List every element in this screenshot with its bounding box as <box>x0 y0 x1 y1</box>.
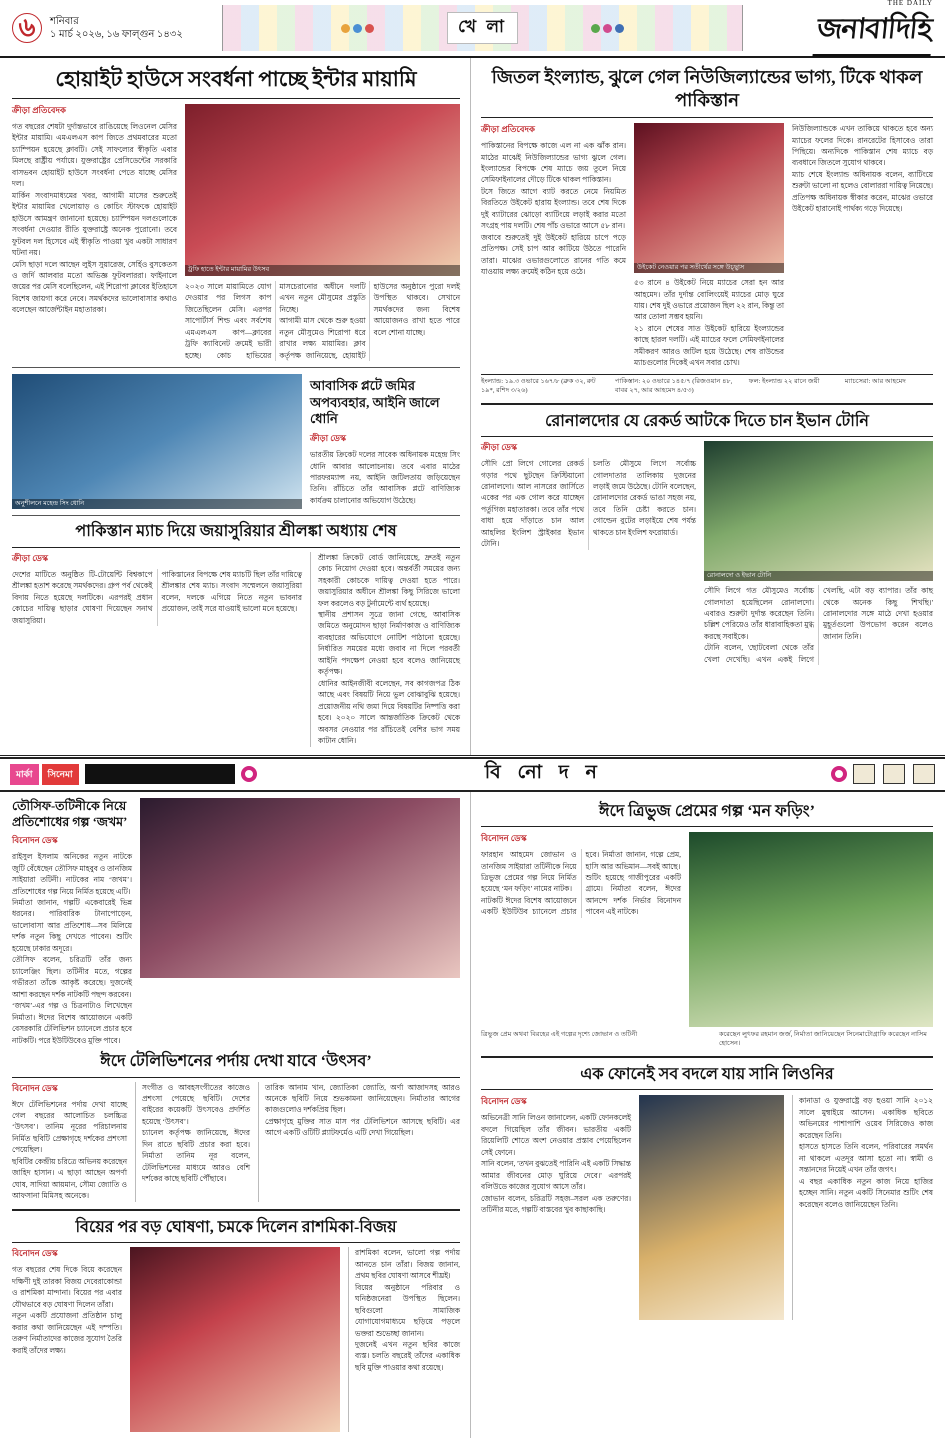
article-headline-jayasuriya: পাকিস্তান ম্যাচ দিয়ে জয়াসুরিয়ার শ্রীলঙ্কা অধ্যায় শেষ <box>75 523 397 541</box>
paragraph: মেসি ছাড়া দলে আছেন লুইস সুয়ারেজ, সের্হিও বুসকেতস ও জর্দি আলবার মতো অভিজ্ঞ ফুটবলাররা। ফাইনালে জয়ের পর মেসি বলেছিলেন, এই শিরোপা ক্লাবের ইতিহাসে বিশেষ জায়গা করে নেবে। সমর্থকদের ভালোবাসার কথাও বলেছেন আর্জেন্টাইন মহাতারকা। <box>12 259 177 315</box>
paragraph: রাশমিকা বলেন, ভালো গল্প পর্দায় আনতে চান তাঁরা। বিজয় জানান, প্রথম ছবির ঘোষণা আসবে শীঘ্রই। <box>355 1248 460 1281</box>
article-headline-jokhom: তৌসিফ-তটিনীকে নিয়ে প্রতিশোধের গল্প ‘জখম’ <box>12 798 128 829</box>
photo-caption: অনুশীলনে মহেন্দ্র সিং ধোনি <box>12 499 302 509</box>
scorecard-line: ম্যাচসেরা: আর আহমেদ <box>844 377 906 385</box>
paragraph: চ্যানেল কর্তৃপক্ষ জানিয়েছে, ঈদের দিন রাতে ছবিটি প্রচার করা হবে। নির্মাতা তানিম নূর বলেন, টেলিভিশনের মাধ্যমে আরও বেশি দর্শকের কাছে ছবিটি পৌঁছাবে। <box>142 1128 250 1184</box>
paragraph: দেশের মাটিতে অনুষ্ঠিত টি-টোয়েন্টি বিশ্বকাপে শ্রীলঙ্কা হতাশ করেছে সমর্থকদের। গ্রুপ পর্ব থেকেই বিদায় নিতে হয়েছে দলটিকে। এরপরই প্রধান কোচের দায়িত্ব ছাড়ার ঘোষণা দিয়েছেন সনাথ জয়াসুরিয়া। <box>12 569 153 625</box>
article-headline-ronaldo: রোনালদোর যে রেকর্ড আটকে দিতে চান ইভান টোনি <box>545 412 869 430</box>
newspaper-logo <box>743 0 933 57</box>
byline-utsob: বিনোদন ডেস্ক <box>12 1082 58 1093</box>
section-label: খে লা <box>447 12 518 44</box>
paragraph: সানি বলেন, 'তখন বুঝতেই পারিনি এই একটি সিদ্ধান্ত আমার জীবনের মোড় ঘুরিয়ে দেবে।' এরপরই বলিউডে কাজের সুযোগ আসে তাঁর। <box>481 1159 631 1192</box>
paragraph: জোভান বলেন, চরিত্রটি সহজ–সরল এক তরুণের। তটিনীর মতে, গল্পটি বাস্তবের খুব কাছাকাছি। <box>481 1193 631 1215</box>
page-number: ৬ <box>12 13 42 43</box>
banner-icons-right <box>853 764 935 784</box>
paragraph: পাকিস্তানের বিপক্ষে শেষ ম্যাচটি ছিল তাঁর দায়িত্বে শ্রীলঙ্কার শেষ ম্যাচ। সংবাদ সম্মেলনে জয়াসুরিয়া বলেন, দলকে এগিয়ে নিতে নতুন ভাবনার প্রয়োজন, তাই সরে যাওয়াই ভালো মনে হয়েছে। <box>161 569 302 614</box>
masthead-date: ১ মার্চ ২০২৬, ১৬ ফাল্গুন ১৪৩২ <box>50 29 183 40</box>
logo-name: জনাবাদিহি <box>812 7 935 57</box>
paragraph: নাটকটি ঈদের বিশেষ আয়োজনে একটি ইউটিউব চ্যানেলে প্রচার হবে। নির্মাতা জানান, গল্পে প্রেম, হাসি আর অভিমান—সবই আছে। <box>481 850 681 917</box>
photo-caption: ত্রিভুজ প্রেম অথবা বিরহের এই গল্পের দৃশ্যে জোভান ও তটিনী <box>481 1031 638 1039</box>
paragraph: নির্মাতা জানান, গল্পটি একেবারেই ভিন্ন ধরনের। পারিবারিক টানাপোড়েন, ভালোবাসা আর প্রতিশোধ—সব মিলিয়ে দর্শক নতুন কিছু দেখতে পাবেন। শুটিং হয়েছে ঢাকার অদূরে। <box>12 897 132 953</box>
sports-right-column <box>470 58 945 755</box>
photo-mon-foring <box>689 832 933 1027</box>
article-headline-inter-miami: হোয়াইট হাউসে সংবর্ধনা পাচ্ছে ইন্টার মায়ামি <box>55 67 417 91</box>
paragraph: ধোনির আইনজীবী বলেছেন, সব কাগজপত্র ঠিক আছে এবং বিষয়টি নিয়ে ভুল বোঝাবুঝি হয়েছে। প্রয়োজনীয় নথি জমা দিয়ে বিষয়টির নিষ্পত্তি করা হবে। ২০২০ সালে আন্তর্জাতিক ক্রিকেট থেকে অবসর নেওয়ার পর রাঁচিতেই বেশির ভাগ সময় কাটান ধোনি। <box>318 678 460 746</box>
scorecard-line: ইংল্যান্ড: ১৯.৩ ওভারে ১৬৭/৮ (ব্রুক ৩২, রুট ১৯*, রশিদ ৩/২৬) <box>481 377 596 394</box>
paragraph: গত বছরের শেষ দিকে বিয়ে করেছেন দক্ষিণী দুই তারকা বিজয় দেবেরাকোন্ডা ও রাশমিকা মান্দানা। বিয়ের পর এবার যৌথভাবে বড় ঘোষণা দিলেন তাঁরা। <box>12 1265 122 1309</box>
paragraph: ফারহান আহমেদ জোভান ও তানজিম সাইয়ারা তটিনীকে নিয়ে ত্রিভুজ প্রেমের গল্প নিয়ে নির্মিত হয়েছে ‘মন ফড়িং’ নামের নাটক। <box>481 850 577 894</box>
paragraph: আগামী মাস থেকে শুরু হওয়া নতুন মৌসুমেও শিরোপা ধরে রাখার লক্ষ্য মায়ামির। ক্লাব কর্তৃপক্ষ জানিয়েছে, হোয়াইট হাউসের অনুষ্ঠানে পুরো দলই উপস্থিত থাকবে। সেখানে সমর্থকদের জন্য বিশেষ আয়োজনও রাখা হতে পারে বলে শোনা যাচ্ছে। <box>279 281 460 360</box>
paragraph: টোনি বলেন, 'ছোটবেলা থেকে তাঁর খেলা দেখেছি। এখন একই লিগে খেলছি, এটা বড় ব্যাপার। তাঁর কাছ থেকে অনেক কিছু শিখছি।' রোনালদোর সঙ্গে মাঠে দেখা হওয়ার মুহূর্তগুলো উপভোগ করেন বলেও জানান তিনি। <box>704 586 933 664</box>
paragraph: গত বছরের শেষটা দুর্দান্তভাবে রাঙিয়েছে লিওনেল মেসির ইন্টার মায়ামি। এমএলএস কাপ জিতে প্রথমবারের মতো চ্যাম্পিয়ন হয়েছে ক্লাবটি। সেই সাফল্যের স্বীকৃতি এবার মিলছে রাষ্ট্রীয় পর্যায়ে। যুক্তরাষ্ট্রের প্রেসিডেন্টের সরকারি বাসভবন হোয়াইট হাউসে সংবর্ধনা পেতে যাচ্ছে মেসির দল। <box>12 121 177 189</box>
film-strip-icon <box>85 764 235 784</box>
article-headline-utsob: ঈদে টেলিভিশনের পর্দায় দেখা যাবে ‘উৎসব’ <box>100 1053 372 1071</box>
paragraph: ম্যাচ শেষে ইংল্যান্ড অধিনায়ক বলেন, ব্যাটিংয়ে শুরুটা ভালো না হলেও বোলাররা দায়িত্ব নিয়েছে। প্রতিপক্ষ অধিনায়ক স্বীকার করেন, মাঝের ওভারে উইকেট হারানোই পার্থক্য গড়ে দিয়েছে। <box>792 169 933 214</box>
byline-rashmika: বিনোদন ডেস্ক <box>12 1248 58 1259</box>
masks-icon <box>883 764 905 784</box>
article-headline-dhoni: আবাসিক প্লটে জমির অপব্যবহার, আইনি জালে ধোনি <box>310 378 440 427</box>
paragraph: সংগীত ও আবহসংগীতের কাজেও প্রশংসা পেয়েছে ছবিটি। দেশের বাইরের কয়েকটি উৎসবেও প্রদর্শিত হয়েছে ‘উৎসব’। <box>142 1082 250 1126</box>
clapper-icon <box>853 764 875 784</box>
paragraph: ভারতীয় ক্রিকেট দলের সাবেক অধিনায়ক মহেন্দ্র সিং ধোনি আবার আলোচনায়। তবে এবার মাঠের পারফরম্যান্স নয়, আইনি জটিলতায় জড়িয়েছেন তিনি। রাঁচিতে তাঁর আবাসিক প্লটে বাণিজ্যিক কার্যক্রম চালানোর অভিযোগ উঠেছে। <box>310 450 460 505</box>
logo-tagline: THE DAILY <box>887 0 933 7</box>
film-reel-icon <box>241 766 257 782</box>
article-headline-mon-foring: ঈদে ত্রিভুজ প্রেমের গল্প ‘মন ফড়িং’ <box>599 802 815 820</box>
byline-dhoni: ক্রীড়া ডেস্ক <box>310 433 347 444</box>
paragraph: অভিনেত্রী সানি লিওন জানালেন, একটি ফোনকলেই বদলে গিয়েছিল তাঁর জীবন। ভারতীয় একটি রিয়েলিটি শোতে অংশ নেওয়ার প্রস্তাব পেয়েছিলেন সেই ফোনে। <box>481 1113 631 1157</box>
paragraph: হাসতে হাসতে তিনি বলেন, পরিবারের সমর্থন না থাকলে এতদূর আসা হতো না। স্বামী ও সন্তানদের নিয়েই এখন তাঁর জগৎ। <box>799 1142 933 1175</box>
sports-section <box>0 58 945 758</box>
photo-rashmika-vijay <box>130 1247 340 1432</box>
paragraph: জবাবে শুরুতেই দুই উইকেট হারিয়ে চাপে পড়ে প্রতিপক্ষ। সেই চাপ আর কাটিয়ে উঠতে পারেনি তারা। মাঝের ওভারগুলোতে রানের গতি কমে যাওয়ায় লক্ষ্য ক্রমেই কঠিন হয়ে ওঠে। <box>481 232 626 277</box>
masthead-issue-info <box>12 13 222 43</box>
paragraph: ঈদে টেলিভিশনের পর্দায় দেখা যাচ্ছে গেল বছরের আলোচিত চলচ্চিত্র ‘উৎসব’। তানিম নূরের পরিচালনায় নির্মিত ছবিটি প্রেক্ষাগৃহে দর্শকের প্রশংসা পেয়েছিল। <box>12 1099 127 1155</box>
paragraph: নতুন একটি প্রযোজনা প্রতিষ্ঠান চালু করার কথা জানিয়েছেন এই দম্পতি। তরুণ নির্মাতাদের কাজের সুযোগ তৈরি করাই তাঁদের লক্ষ্য। <box>12 1311 122 1355</box>
paragraph: বিয়ের অনুষ্ঠানে পরিবার ও ঘনিষ্ঠজনেরা উপস্থিত ছিলেন। ছবিগুলো সামাজিক যোগাযোগমাধ্যমে ছড়িয়ে পড়লে ভক্তরা শুভেচ্ছা জানান। <box>355 1282 460 1338</box>
masthead <box>0 0 945 58</box>
photo-england-celebration <box>634 123 784 273</box>
paragraph: ৫৩ রানে ৪ উইকেট নিয়ে ম্যাচের সেরা হন আর আহমেদ। তাঁর দুর্দান্ত বোলিংয়েই ম্যাচের মোড় ঘুরে যায়। শেষ দুই ওভারে প্রয়োজন ছিল ২২ রান, কিন্তু তা আর তোলা সম্ভব হয়নি। <box>634 278 784 322</box>
entertainment-section <box>0 792 945 1438</box>
article-headline-rashmika: বিয়ের পর বড় ঘোষণা, চমকে দিলেন রাশমিকা-বিজয় <box>75 1218 397 1236</box>
photo-dhoni <box>12 374 302 509</box>
byline-jayasuriya: ক্রীড়া ডেস্ক <box>12 552 49 563</box>
entertainment-title: বি নো দ ন <box>484 762 603 784</box>
byline-england: ক্রীড়া প্রতিবেদক <box>481 124 535 135</box>
article-headline-sunny: এক ফোনেই সব বদলে যায় সানি লিওনির <box>580 1065 834 1083</box>
photo-utsob-poster <box>140 798 460 978</box>
photo-inter-miami-trophy <box>185 104 460 276</box>
byline-ronaldo: ক্রীড়া ডেস্ক <box>481 442 518 453</box>
entertainment-right-column <box>470 792 945 1438</box>
sports-icons-right <box>591 24 624 33</box>
photo-caption: ট্রফি হাতে ইন্টার মায়ামির উৎসব <box>185 265 460 275</box>
paragraph: ২১ রানে শেষের সাত উইকেট হারিয়ে ইংল্যান্ডের কাছে হারল দলটি। এই ম্যাচের ফলে সেমিফাইনালের সমীকরণ আরও জটিল হয়ে উঠেছে। শেষ রাউন্ডের ম্যাচগুলোর দিকেই এখন সবার চোখ। <box>634 323 784 368</box>
paragraph: এ বছর একাধিক নতুন কাজ নিয়ে হাজির হচ্ছেন সানি। নতুন একটি সিনেমার শুটিং শেষ করেছেন বলেও জানিয়েছেন তিনি। <box>799 1176 933 1209</box>
paragraph: তৌসিফ বলেন, চরিত্রটি তাঁর জন্য চ্যালেঞ্জিং ছিল। তটিনীর মতে, গল্পের গভীরতা তাঁকে আকৃষ্ট করেছে। দুজনেই আশা করছেন দর্শক নাটকটি পছন্দ করবেন। <box>12 955 132 999</box>
photo-sunny-leone <box>639 1095 784 1320</box>
masthead-decorative-strip <box>222 5 743 51</box>
byline-sunny: বিনোদন ডেস্ক <box>481 1096 527 1107</box>
sports-icons-left <box>341 24 374 33</box>
paragraph: নিউজিল্যান্ডকে এখন তাকিয়ে থাকতে হবে অন্য ম্যাচের ফলের দিকে। রানরেটের হিসাবেও তারা পিছিয়ে। অন্যদিকে পাকিস্তান শেষ ম্যাচে বড় ব্যবধানে জিতলে সুযোগ থাকবে। <box>792 124 933 168</box>
entertainment-section-banner <box>0 758 945 792</box>
paragraph: চলতি মৌসুমে লিগে সর্বোচ্চ গোলদাতার তালিকায় দুজনের লড়াই জমে উঠেছে। টোনি বলেছেন, রোনালদোর রেকর্ড ভাঙা সহজ নয়, তবে তিনি চেষ্টা করতে চান। গোল্ডেন বুটের লড়াইয়ে শেষ পর্যন্ত থাকতে চান ইংলিশ ফরোয়ার্ড। <box>593 459 696 537</box>
byline-inter-miami: ক্রীড়া প্রতিবেদক <box>12 104 66 115</box>
paragraph: রাইসুল ইসলাম অনিকের নতুন নাটকে জুটি বেঁধেছেন তৌসিফ মাহবুব ও তানজিম সাইয়ারা তটিনী। নাটকের নাম ‘জখম’। প্রতিশোধের গল্প নিয়ে নির্মিত হয়েছে এটি। <box>12 852 132 896</box>
paragraph: ছবিটির কেন্দ্রীয় চরিত্রে অভিনয় করেছেন জাহিদ হাসান। এ ছাড়া আছেন অপর্ণা ঘোষ, সাদিয়া আয়মান, সৌম্য জ্যোতি ও আফসানা মিমিসহ অনেকে। <box>12 1156 127 1201</box>
byline-jokhom: বিনোদন ডেস্ক <box>12 835 58 846</box>
paragraph: সৌদি প্রো লিগে গোলের রেকর্ড গড়ার পথে ছুটছেন ক্রিস্টিয়ানো রোনালদো। আল নাসরের জার্সিতে একের পর এক গোল করে যাচ্ছেন পর্তুগিজ মহাতারকা। তবে তাঁর পথে বাধা হয়ে দাঁড়াতে চান আল আহলির ইংলিশ স্ট্রাইকার ইভান টোনি। <box>481 459 584 549</box>
paragraph: ‘জখম’-এর গল্প ও চিত্রনাট্যও লিখেছেন নির্মাতা। ঈদের বিশেষ আয়োজনে একটি বেসরকারি টেলিভিশন চ্যানেলে প্রচার হবে নাটকটি। পরে ইউটিউবেও মুক্তি পাবে। <box>12 1001 132 1045</box>
film-reel-icon <box>831 766 847 782</box>
paragraph: শুটিং হয়েছে গাজীপুরের একটি গ্রামে। নির্মাতা বলেন, ঈদের আনন্দে দর্শক নির্ভার বিনোদন পাবেন এই নাটকে। <box>585 873 681 917</box>
scorecard-line: ফল: ইংল্যান্ড ২২ রানে জয়ী <box>748 377 820 385</box>
paragraph: শ্রীলঙ্কা ক্রিকেট বোর্ড জানিয়েছে, দ্রুতই নতুন কোচ নিয়োগ দেওয়া হবে। অন্তর্বর্তী সময়ের জন্য সহকারী কোচকে দায়িত্ব দেওয়া হতে পারে। জয়াসুরিয়ার অধীনে শ্রীলঙ্কা কিছু সিরিজে ভালো ফল করলেও বড় টুর্নামেন্টে ব্যর্থ হয়েছে। <box>318 552 460 608</box>
paragraph: পাকিস্তানের বিপক্ষে কাজে এল না এক ঝাঁক রান। মাঠের মাঝেই নিউজিল্যান্ডের ভাগ্য ঝুলে গেল। ইংল্যান্ডের বিপক্ষে শেষ ম্যাচে জয় তুলে নিয়ে সেমিফাইনালের দৌড়ে টিকে থাকল পাকিস্তান। <box>481 141 626 185</box>
badge-marka: মার্কা <box>10 764 39 785</box>
article-headline-england: জিতল ইংল্যান্ড, ঝুলে গেল নিউজিল্যান্ডের ভাগ্য, টিকে থাকল পাকিস্তান <box>491 67 923 111</box>
credit-note: করেছেন লুৎফর রহমান জর্জ, নির্মাতা জানিয়েছেন সিনেমাটোগ্রাফি করেছেন নাসিম হোসেন। <box>719 1031 927 1047</box>
photo-ronaldo-toney <box>704 441 933 581</box>
scorecard-line: পাকিস্তান: ২০ ওভারে ১৪৫/৭ (রিজওয়ান ৪৮, বাবর ২৭, আর আহমেদ ৪/৫৩) <box>614 377 733 394</box>
paragraph: কানাডা ও যুক্তরাষ্ট্রে বড় হওয়া সানি ২০১২ সালে মুম্বাইয়ে আসেন। একাধিক ছবিতে অভিনয়ের পাশাপাশি ওয়েব সিরিজেও কাজ করেছেন তিনি। <box>799 1096 933 1140</box>
badge-cinema: সিনেমা <box>42 764 79 785</box>
paragraph: তারিক আনাম খান, জ্যোতিকা জ্যোতি, অর্ণা আজাদসহ আরও অনেকে ছবিটি নিয়ে শুভকামনা জানিয়েছেন। নির্মাতার আগের কাজগুলোও দর্শকপ্রিয় ছিল। <box>265 1082 460 1115</box>
photo-caption: রোনালদো ও ইভান টোনি <box>704 571 933 581</box>
photo-caption: উইকেট নেওয়ার পর সতীর্থের সঙ্গে উচ্ছ্বাস <box>634 263 784 273</box>
film-icon <box>913 764 935 784</box>
paragraph: দুজনেই এখন নতুন ছবির কাজে ব্যস্ত। চলতি বছরেই তাঁদের একাধিক ছবি মুক্তি পাওয়ার কথা রয়েছে। <box>355 1339 460 1372</box>
sports-left-column <box>0 58 470 755</box>
banner-badges <box>10 764 79 785</box>
paragraph: সৌদি লিগে গত মৌসুমেও সর্বোচ্চ গোলদাতা হয়েছিলেন রোনালদো। এবারও শুরুটা দুর্দান্ত করেছেন তিনি। চল্লিশ পেরিয়েও তাঁর ধারাবাহিকতা মুগ্ধ করছে সবাইকে। <box>704 586 814 641</box>
entertainment-left-column <box>0 792 470 1438</box>
paragraph: ২০২৩ সালে মায়ামিতে যোগ দেওয়ার পর লিগস কাপ জিতেছিলেন মেসি। এরপর সাপোর্টার্স শিল্ড এবং সর্বশেষ এমএলএস কাপ—ক্লাবের ট্রফি ক্যাবিনেট ক্রমেই ভারী হচ্ছে। কোচ হাভিয়ের মাসচেরানোর অধীনে দলটি এখন নতুন মৌসুমের প্রস্তুতি নিচ্ছে। <box>185 281 366 360</box>
paragraph: টসে জিতে আগে ব্যাট করতে নেমে নিয়মিত বিরতিতে উইকেট হারায় ইংল্যান্ড। তবে শেষ দিকে দুই ব্যাটারের ঝোড়ো ব্যাটিংয়ে লড়াই করার মতো সংগ্রহ পায় দলটি। শেষ পাঁচ ওভারে আসে ৫৮ রান। <box>481 186 626 231</box>
paragraph: মার্কিন সংবাদমাধ্যমের খবর, আগামী মাসের শুরুতেই ইন্টার মায়ামির খেলোয়াড় ও কোচিং স্টাফকে হোয়াইট হাউসে আমন্ত্রণ জানানো হয়েছে। চ্যাম্পিয়ন দলগুলোকে সংবর্ধনা দেওয়ার রীতি যুক্তরাষ্ট্রে অনেক পুরোনো। তবে ফুটবল দল হিসেবে এই স্বীকৃতি পাওয়া খুব একটা সাধারণ ঘটনা নয়। <box>12 190 177 258</box>
paragraph: স্থানীয় প্রশাসন সূত্রে জানা গেছে, আবাসিক জমিতে অনুমোদন ছাড়া নির্মাণকাজ ও বাণিজ্যিক ব্যবহারের অভিযোগে নোটিশ পাঠানো হয়েছে। নির্ধারিত সময়ের মধ্যে জবাব না দিলে পরবর্তী আইনি পদক্ষেপ নেওয়া হবে বলেও জানিয়েছে কর্তৃপক্ষ। <box>318 609 460 677</box>
masthead-weekday: শনিবার <box>50 15 79 27</box>
paragraph: প্রেক্ষাগৃহে মুক্তির সাত মাস পর টেলিভিশনে আসছে ছবিটি। এর আগে একটি ওটিটি প্ল্যাটফর্মেও এটি দেখা গিয়েছিল। <box>265 1116 460 1138</box>
byline-mon-foring: বিনোদন ডেস্ক <box>481 833 527 844</box>
